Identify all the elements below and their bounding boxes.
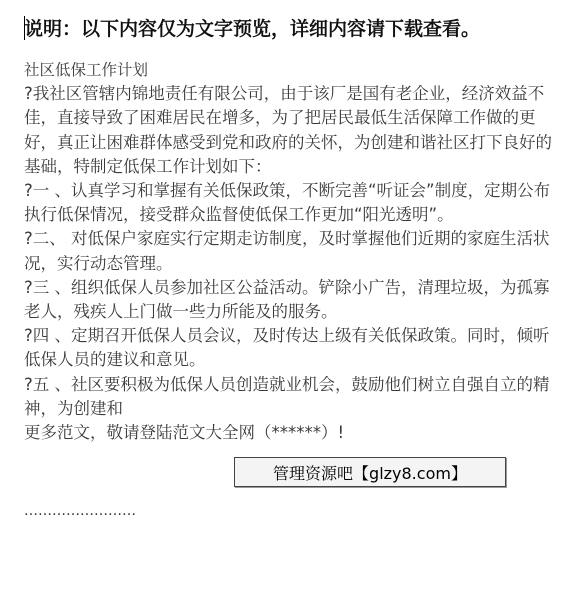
watermark-banner[interactable]: 管理资源吧【glzy8.com】 — [234, 457, 506, 487]
paragraph-item-4: ?四 、定期召开低保人员会议，及时传达上级有关低保政策。同时，倾听低保人员的建议和意见。 — [24, 326, 550, 370]
document-title: 社区低保工作计划 — [24, 61, 149, 79]
more-samples-line: 更多范文，敬请登陆范文大全网（******）! — [24, 423, 345, 443]
paragraph-item-1: ?一 、认真学习和掌握有关低保政策，不断完善“听证会”制度，定期公布执行低保情况，接受群众监督使低保工作更加“阳光透明”。 — [24, 181, 551, 225]
document-body — [24, 58, 554, 445]
preview-notice: 说明：以下内容仅为文字预览，详细内容请下载查看。 — [24, 18, 481, 40]
paragraph-item-2: ?二、 对低保户家庭实行定期走访制度，及时掌握他们近期的家庭生活状况，实行动态管理。 — [24, 229, 550, 273]
ellipsis-line: …………………… — [24, 503, 136, 519]
paragraph-item-3: ?三 、组织低保人员参加社区公益活动。铲除小广告，清理垃圾，为孤寡老人，残疾人上门做一些力所能及的服务。 — [24, 277, 550, 322]
paragraph-item-5: ?五 、社区要积极为低保人员创造就业机会，鼓励他们树立自强自立的精神，为创建和 — [24, 374, 550, 418]
paragraph-intro: ?我社区管辖内锦地责任有限公司，由于该厂是国有老企业，经济效益不佳，直接导致了困难居民在增多，为了把居民最低生活保障工作做的更好，真正让困难群体感受到党和政府的关怀，为创建和谐社区打下良好的基础，特制定低保工作计划如下： — [24, 84, 552, 176]
